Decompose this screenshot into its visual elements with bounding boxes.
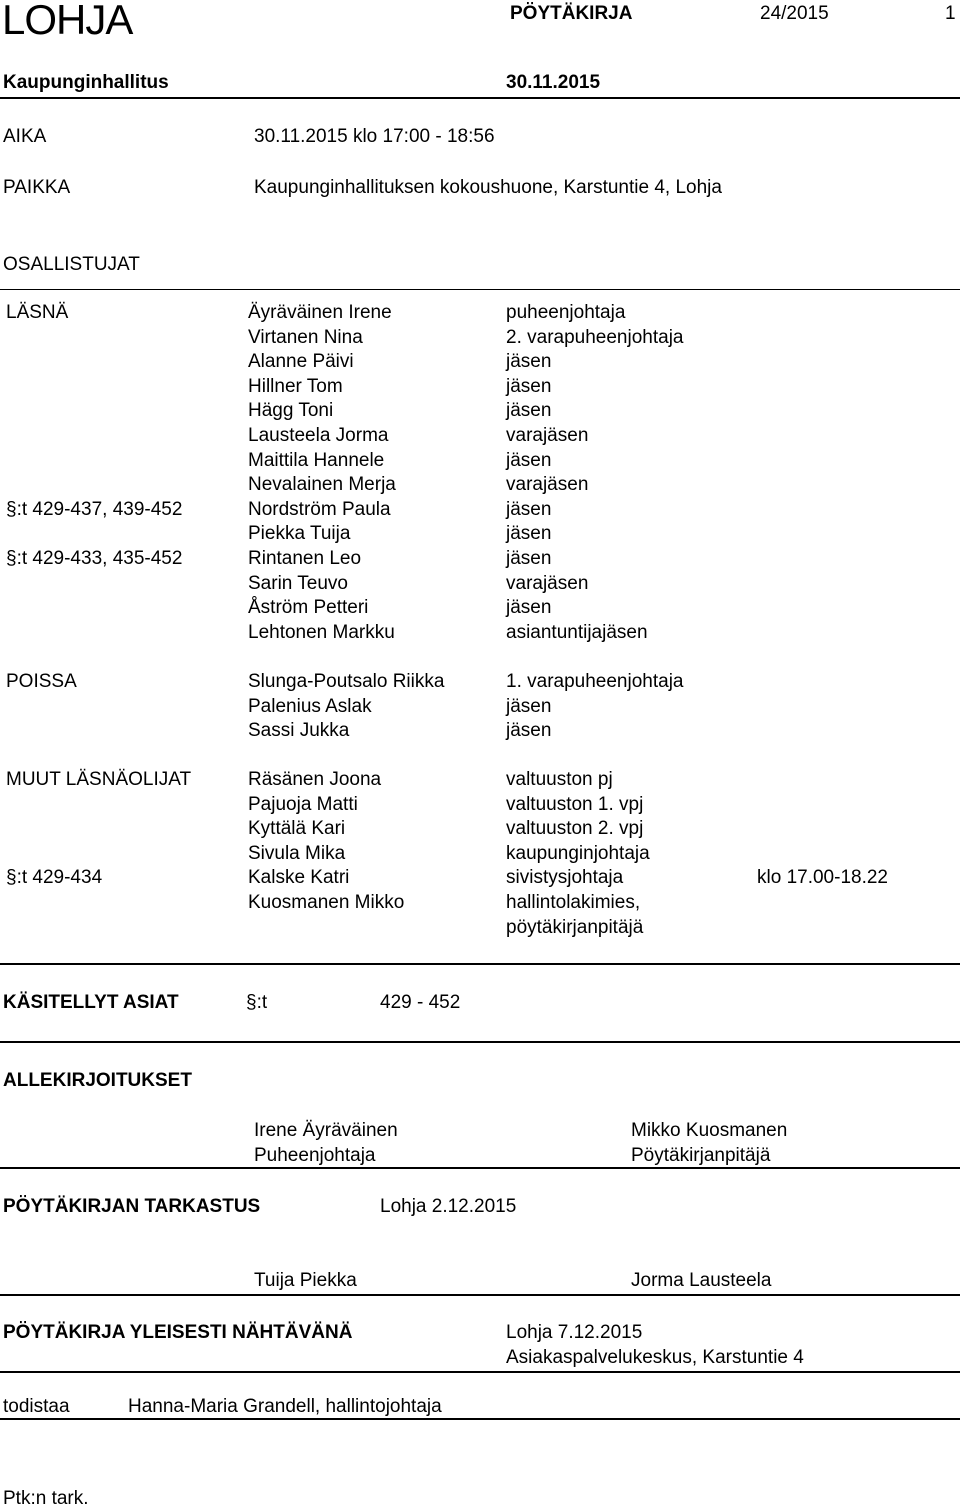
muut-attendee-role: valtuuston 1. vpj xyxy=(506,793,644,815)
lasna-member-name: Alanne Päivi xyxy=(248,351,354,373)
poissa-member-name: Sassi Jukka xyxy=(248,720,350,742)
poissa-member-name: Palenius Aslak xyxy=(248,695,372,717)
tarkastus-value: Lohja 2.12.2015 xyxy=(380,1196,517,1217)
lasna-member-name: Hillner Tom xyxy=(248,375,343,397)
lasna-member-name: Maittila Hannele xyxy=(248,449,385,471)
secretary-title: Pöytäkirjanpitäjä xyxy=(631,1145,771,1166)
paikka-value: Kaupunginhallituksen kokoushuone, Karstuntie 4, Lohja xyxy=(254,177,722,198)
kasitellyt-paragraph: §:t xyxy=(246,992,268,1013)
poissa-member-role: jäsen xyxy=(506,695,552,717)
todistaa-label: todistaa xyxy=(3,1396,70,1417)
section-rule-3 xyxy=(0,1167,960,1169)
aika-value: 30.11.2015 klo 17:00 - 18:56 xyxy=(254,126,495,147)
lasna-member-role: 2. varapuheenjohtaja xyxy=(506,326,684,348)
lasna-member-role: jäsen xyxy=(506,400,552,422)
allekirjoitukset-label: ALLEKIRJOITUKSET xyxy=(3,1070,192,1091)
lasna-member-name: Hägg Toni xyxy=(248,400,334,422)
poissa-member-role: jäsen xyxy=(506,720,552,742)
logo: LOHJA xyxy=(2,0,133,43)
lasna-member-role: puheenjohtaja xyxy=(506,302,626,323)
poissa-member-name: Slunga-Poutsalo Riikka xyxy=(248,671,445,692)
participants-rule xyxy=(0,289,960,290)
muut-attendee-role: valtuuston pj xyxy=(506,769,613,790)
paikka-label: PAIKKA xyxy=(3,177,71,198)
lasna-member-role: varajäsen xyxy=(506,425,589,446)
meeting-date: 30.11.2015 xyxy=(506,72,601,93)
lasna-paragraph-note: §:t 429-437, 439-452 xyxy=(6,498,183,520)
lasna-member-role: jäsen xyxy=(506,548,552,569)
body-name: Kaupunginhallitus xyxy=(3,72,169,93)
lasna-label: LÄSNÄ xyxy=(6,302,69,323)
participants-heading: OSALLISTUJAT xyxy=(3,254,140,275)
kasitellyt-range: 429 - 452 xyxy=(380,992,461,1013)
chair-title: Puheenjohtaja xyxy=(254,1145,376,1166)
muut-attendee-name: Sivula Mika xyxy=(248,842,346,864)
lasna-member-role: jäsen xyxy=(506,351,552,373)
chair-name: Irene Äyräväinen xyxy=(254,1120,398,1141)
muut-paragraph-note: §:t 429-434 xyxy=(6,867,103,889)
section-rule-6 xyxy=(0,1418,960,1420)
kasitellyt-label: KÄSITELLYT ASIAT xyxy=(3,992,179,1013)
aika-label: AIKA xyxy=(3,126,47,147)
muut-attendee-time: klo 17.00-18.22 xyxy=(757,867,888,889)
muut-attendee-name: Räsänen Joona xyxy=(248,769,382,790)
lasna-member-name: Sarin Teuvo xyxy=(248,572,348,594)
nahtavana-label: PÖYTÄKIRJA YLEISESTI NÄHTÄVÄNÄ xyxy=(3,1322,353,1343)
lasna-member-role: varajäsen xyxy=(506,572,589,594)
todistaa-value: Hanna-Maria Grandell, hallintojohtaja xyxy=(128,1396,442,1417)
nahtavana-date: Lohja 7.12.2015 xyxy=(506,1322,643,1343)
header-rule xyxy=(0,97,960,99)
section-rule-1 xyxy=(0,963,960,965)
muut-attendee-role: sivistysjohtaja xyxy=(506,867,624,889)
lasna-member-name: Nevalainen Merja xyxy=(248,474,396,496)
lasna-member-name: Piekka Tuija xyxy=(248,523,351,545)
muut-label: MUUT LÄSNÄOLIJAT xyxy=(6,769,192,790)
lasna-member-name: Lausteela Jorma xyxy=(248,425,389,446)
muut-attendee-name: Kyttälä Kari xyxy=(248,818,346,840)
muut-attendee-name: Kuosmanen Mikko xyxy=(248,892,405,913)
muut-attendee-name: Kalske Katri xyxy=(248,867,350,889)
inspector-1-name: Tuija Piekka xyxy=(254,1270,357,1291)
secretary-name: Mikko Kuosmanen xyxy=(631,1120,788,1141)
section-rule-5 xyxy=(0,1371,960,1373)
muut-attendee-role: kaupunginjohtaja xyxy=(506,842,650,864)
page-number: 1 xyxy=(945,3,956,24)
poissa-member-role: 1. varapuheenjohtaja xyxy=(506,671,684,692)
lasna-member-role: jäsen xyxy=(506,449,552,471)
nahtavana-place: Asiakaspalvelukeskus, Karstuntie 4 xyxy=(506,1347,804,1368)
lasna-member-role: jäsen xyxy=(506,498,552,520)
poissa-label: POISSA xyxy=(6,671,77,692)
tarkastus-label: PÖYTÄKIRJAN TARKASTUS xyxy=(3,1196,261,1217)
muut-attendee-role: pöytäkirjanpitäjä xyxy=(506,916,644,938)
lasna-paragraph-note: §:t 429-433, 435-452 xyxy=(6,548,183,569)
muut-attendee-role: hallintolakimies, xyxy=(506,892,641,913)
doc-type: PÖYTÄKIRJA xyxy=(510,3,633,24)
section-rule-2 xyxy=(0,1041,960,1043)
muut-attendee-role: valtuuston 2. vpj xyxy=(506,818,644,840)
footer-text: Ptk:n tark. xyxy=(3,1488,89,1509)
lasna-member-role: jäsen xyxy=(506,597,552,619)
lasna-member-name: Åström Petteri xyxy=(248,597,369,619)
section-rule-4 xyxy=(0,1294,960,1296)
lasna-member-name: Äyräväinen Irene xyxy=(248,302,392,323)
lasna-member-name: Nordström Paula xyxy=(248,498,391,520)
inspector-2-name: Jorma Lausteela xyxy=(631,1270,772,1291)
lasna-member-name: Virtanen Nina xyxy=(248,326,363,348)
muut-attendee-name: Pajuoja Matti xyxy=(248,793,358,815)
lasna-member-role: jäsen xyxy=(506,523,552,545)
lasna-member-name: Lehtonen Markku xyxy=(248,621,395,643)
lasna-member-name: Rintanen Leo xyxy=(248,548,362,569)
lasna-member-role: asiantuntijajäsen xyxy=(506,621,648,643)
lasna-member-role: jäsen xyxy=(506,375,552,397)
lasna-member-role: varajäsen xyxy=(506,474,589,496)
doc-number: 24/2015 xyxy=(760,3,829,24)
